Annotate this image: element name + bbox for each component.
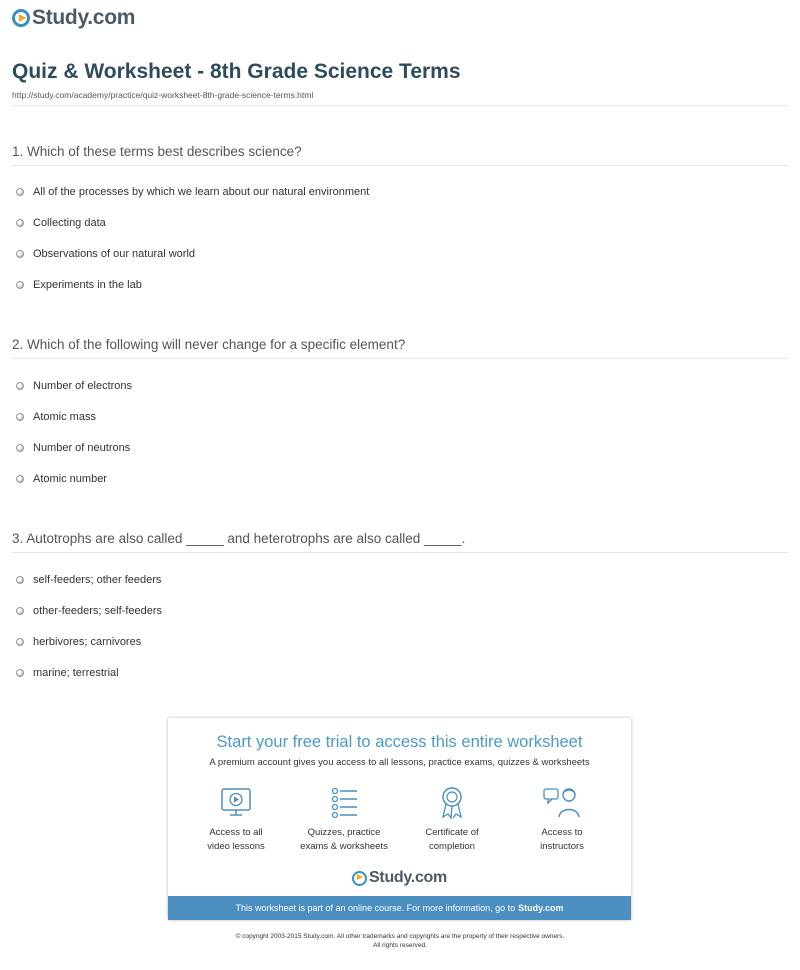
answer-label: Observations of our natural world [33, 248, 196, 260]
divider [12, 552, 788, 553]
answer-option[interactable] [16, 217, 106, 229]
question-3: 3. Autotrophs are also called _____ and heterotrophs are also called _____. [12, 531, 466, 546]
course-info-bar [168, 896, 631, 920]
answer-label: Atomic number [33, 473, 107, 485]
divider [12, 165, 788, 166]
play-logo-icon [12, 9, 30, 27]
feature-label: Access to all video lessons [207, 827, 265, 852]
radio-icon[interactable] [16, 250, 24, 258]
answer-label: self-feeders; other feeders [33, 574, 162, 586]
page-url: http://study.com/academy/practice/quiz-worksheet-8th-grade-science-terms.html [12, 90, 314, 100]
answer-label: Collecting data [33, 217, 106, 229]
answer-option[interactable] [16, 605, 162, 617]
radio-icon[interactable] [16, 669, 24, 677]
answer-label: All of the processes by which we learn about our natural environment [33, 186, 370, 198]
answer-option[interactable] [16, 380, 132, 392]
answer-label: Experiments in the lab [33, 279, 142, 291]
copyright-line: © copyright 2003-2015 Study.com. All other trademarks and copyrights are the property of their respective owners. [235, 933, 565, 940]
promo-title[interactable]: Start your free trial to access this entire worksheet [216, 733, 583, 751]
answer-label: Number of neutrons [33, 442, 131, 454]
feature-label: Certificate of completion [425, 827, 479, 852]
rights-line: All rights reserved. [373, 942, 427, 949]
answer-label: other-feeders; self-feeders [33, 605, 163, 617]
course-info-text: This worksheet is part of an online course. For more information, go to [235, 903, 516, 913]
divider [12, 358, 788, 359]
radio-icon[interactable] [16, 281, 24, 289]
feature-instructors [507, 784, 617, 854]
answer-option[interactable] [16, 636, 141, 648]
certificate-icon [434, 784, 470, 820]
answer-option[interactable] [16, 411, 96, 423]
study-link[interactable]: Study.com [518, 903, 564, 913]
radio-icon[interactable] [16, 382, 24, 390]
promo-subtitle: A premium account gives you access to all lessons, practice exams, quizzes & worksheets [209, 757, 590, 768]
answer-label: Number of electrons [33, 380, 133, 392]
radio-icon[interactable] [16, 607, 24, 615]
instructor-icon [542, 784, 582, 820]
answer-option[interactable] [16, 186, 369, 198]
free-trial-promo [168, 718, 631, 920]
study-logo[interactable] [12, 6, 135, 30]
feature-quizzes [289, 784, 399, 854]
radio-icon[interactable] [16, 219, 24, 227]
logo-text: Study.com [32, 6, 136, 29]
answer-option[interactable] [16, 667, 119, 679]
question-1: 1. Which of these terms best describes science? [12, 144, 302, 159]
answer-option[interactable] [16, 279, 142, 291]
answer-label: marine; terrestrial [33, 667, 119, 679]
radio-icon[interactable] [16, 475, 24, 483]
radio-icon[interactable] [16, 576, 24, 584]
divider [12, 105, 788, 106]
radio-icon[interactable] [16, 444, 24, 452]
video-lesson-icon [218, 784, 254, 820]
answer-label: Atomic mass [33, 411, 96, 423]
play-logo-icon [352, 871, 367, 886]
radio-icon[interactable] [16, 638, 24, 646]
feature-video-lessons [181, 784, 291, 854]
feature-label: Quizzes, practice exams & worksheets [300, 827, 388, 852]
answer-option[interactable] [16, 442, 130, 454]
answer-option[interactable] [16, 574, 161, 586]
copyright [0, 932, 800, 950]
feature-label: Access to instructors [540, 827, 584, 852]
quiz-list-icon [326, 784, 362, 820]
radio-icon[interactable] [16, 413, 24, 421]
answer-option[interactable] [16, 473, 107, 485]
radio-icon[interactable] [16, 188, 24, 196]
logo-text: Study.com [369, 869, 447, 886]
answer-option[interactable] [16, 248, 195, 260]
feature-certificate [397, 784, 507, 854]
page-title: Quiz & Worksheet - 8th Grade Science Terms [12, 60, 461, 83]
promo-logo[interactable] [168, 869, 631, 887]
answer-label: herbivores; carnivores [33, 636, 142, 648]
question-2: 2. Which of the following will never change for a specific element? [12, 337, 406, 352]
